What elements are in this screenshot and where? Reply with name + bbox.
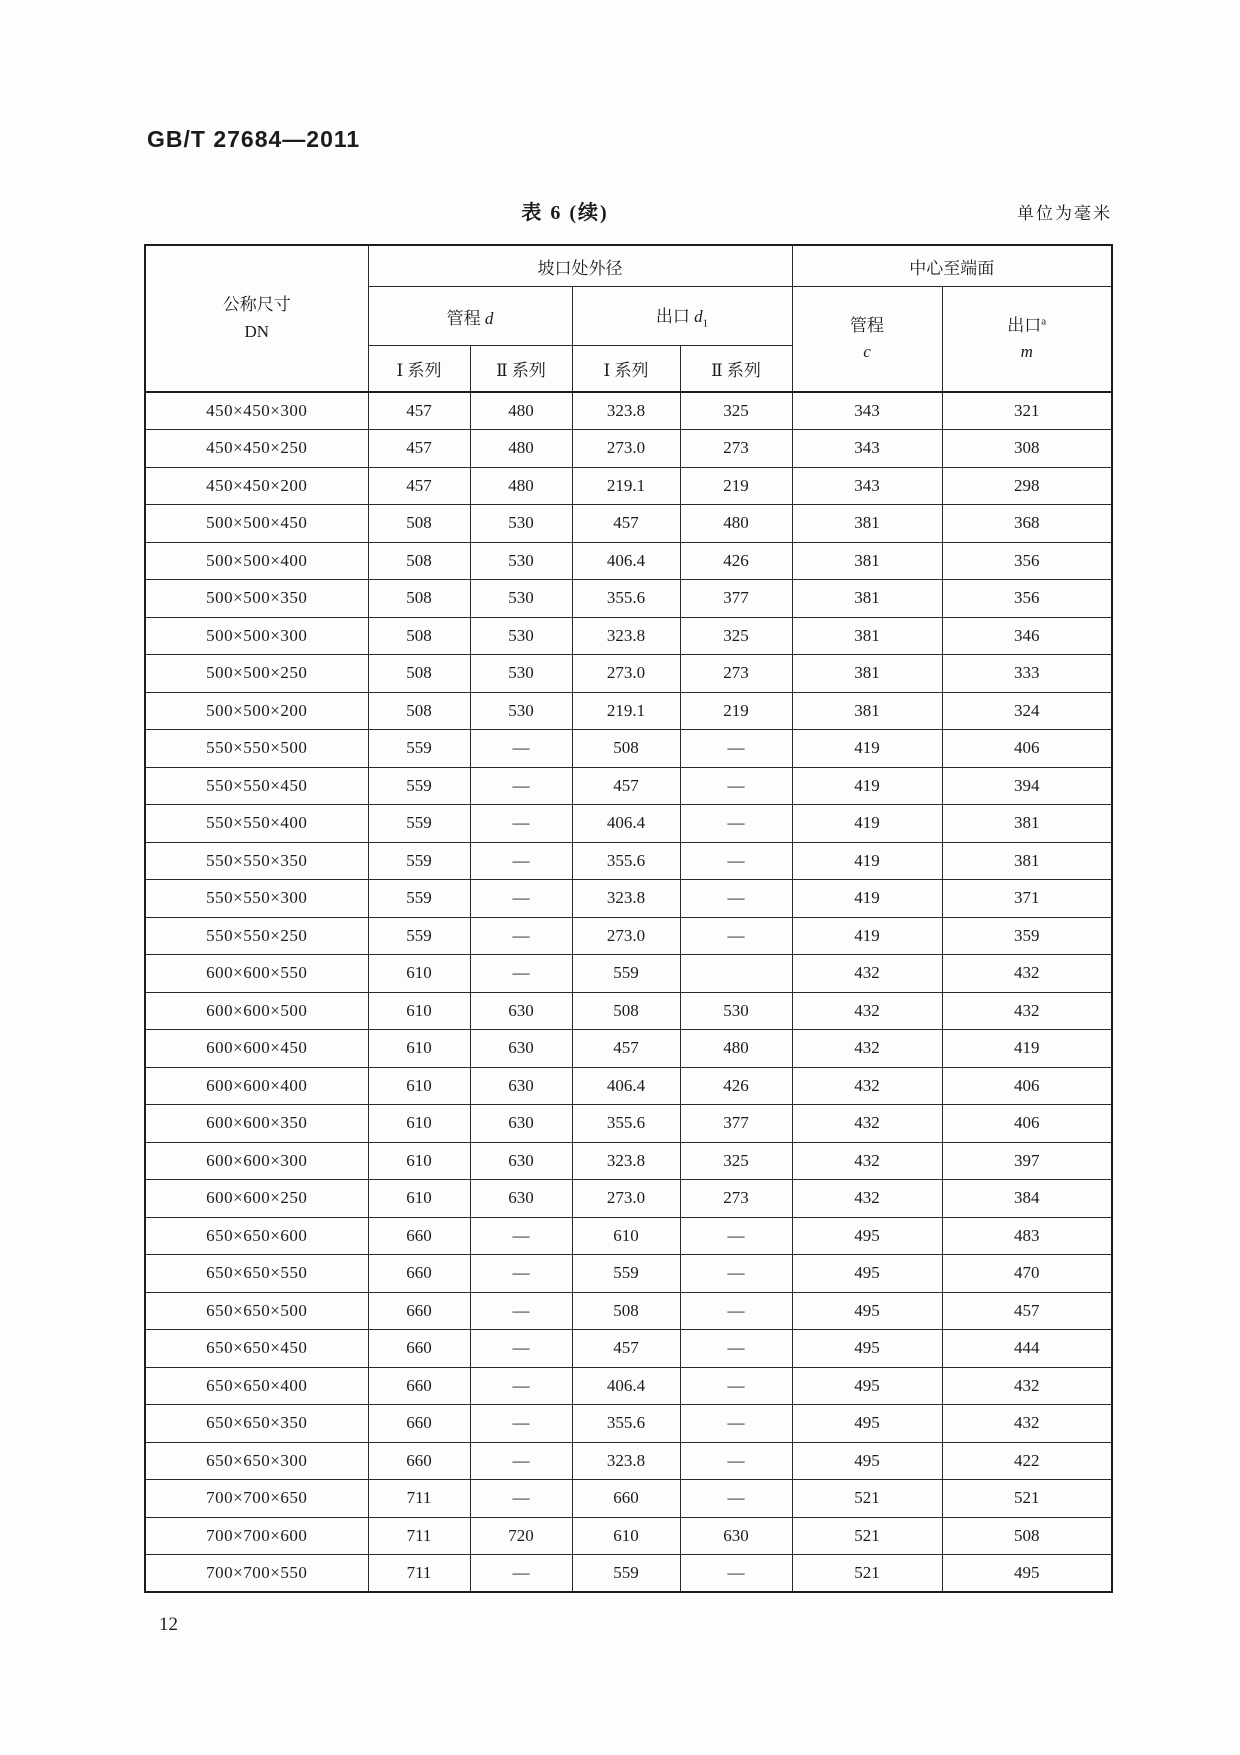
cell-center-outlet-m: 394	[942, 767, 1112, 805]
cell-center-pipe-c: 495	[792, 1292, 942, 1330]
cell-pipe-series2: —	[470, 955, 572, 993]
table-row	[145, 655, 1112, 693]
cell-outlet-series1: 355.6	[572, 1105, 680, 1143]
outlet-label: 出口	[655, 307, 690, 327]
cell-outlet-series1: 355.6	[572, 842, 680, 880]
cell-outlet-series2: 273	[680, 655, 792, 693]
cell-center-outlet-m: 359	[942, 917, 1112, 955]
cell-dn: 650×650×400	[145, 1367, 368, 1405]
header-dn-label: 公称尺寸	[222, 295, 291, 315]
cell-center-outlet-m: 432	[942, 955, 1112, 993]
cell-outlet-series2: —	[680, 1217, 792, 1255]
cell-center-outlet-m: 384	[942, 1180, 1112, 1218]
cell-outlet-series1: 457	[572, 767, 680, 805]
cell-pipe-series2: —	[470, 1292, 572, 1330]
table-row	[145, 955, 1112, 993]
cell-dn: 500×500×300	[145, 617, 368, 655]
cell-outlet-series2: 325	[680, 392, 792, 430]
cell-center-outlet-m: 308	[942, 430, 1112, 468]
cell-outlet-series1: 323.8	[572, 880, 680, 918]
cell-pipe-series1: 559	[368, 805, 470, 843]
header-center-pipe-c	[792, 287, 942, 393]
cell-dn: 600×600×400	[145, 1067, 368, 1105]
table-row	[145, 1030, 1112, 1068]
table-row	[145, 1067, 1112, 1105]
table-row	[145, 1292, 1112, 1330]
cell-pipe-series2: 630	[470, 1030, 572, 1068]
cell-center-pipe-c: 495	[792, 1255, 942, 1293]
cell-outlet-series1: 273.0	[572, 430, 680, 468]
cell-center-outlet-m: 432	[942, 1367, 1112, 1405]
cell-outlet-series2: 480	[680, 1030, 792, 1068]
cell-outlet-series2: 630	[680, 1517, 792, 1555]
cell-pipe-series2: —	[470, 1442, 572, 1480]
cell-pipe-series1: 508	[368, 692, 470, 730]
cell-outlet-series2: —	[680, 1255, 792, 1293]
table-row	[145, 992, 1112, 1030]
cell-pipe-series2: 480	[470, 430, 572, 468]
cell-outlet-series2: 426	[680, 1067, 792, 1105]
cell-outlet-series2: —	[680, 767, 792, 805]
cell-pipe-series1: 457	[368, 430, 470, 468]
cell-pipe-series1: 559	[368, 730, 470, 768]
cell-pipe-series2: —	[470, 767, 572, 805]
cell-center-outlet-m: 381	[942, 842, 1112, 880]
cell-outlet-series1: 457	[572, 1030, 680, 1068]
cell-outlet-series2: 219	[680, 467, 792, 505]
cell-center-pipe-c: 521	[792, 1480, 942, 1518]
cell-pipe-series1: 711	[368, 1517, 470, 1555]
table-row	[145, 730, 1112, 768]
cell-outlet-series2: 480	[680, 505, 792, 543]
cell-dn: 650×650×450	[145, 1330, 368, 1368]
cell-pipe-series2: 630	[470, 1180, 572, 1218]
cell-outlet-series2: —	[680, 1480, 792, 1518]
cell-outlet-series1: 559	[572, 1255, 680, 1293]
cell-pipe-series2: 630	[470, 1105, 572, 1143]
cell-dn: 500×500×350	[145, 580, 368, 618]
center-pipe-symbol: c	[863, 342, 871, 361]
table-row	[145, 1442, 1112, 1480]
cell-center-outlet-m: 508	[942, 1517, 1112, 1555]
cell-center-pipe-c: 381	[792, 617, 942, 655]
document-number: GB/T 27684—2011	[147, 126, 361, 152]
header-dn	[145, 245, 368, 392]
cell-pipe-series1: 660	[368, 1292, 470, 1330]
cell-dn: 550×550×400	[145, 805, 368, 843]
cell-center-pipe-c: 432	[792, 1067, 942, 1105]
cell-dn: 450×450×300	[145, 392, 368, 430]
cell-center-pipe-c: 432	[792, 1180, 942, 1218]
cell-center-pipe-c: 419	[792, 917, 942, 955]
unit-note: 单位为毫米	[1017, 204, 1112, 223]
cell-outlet-series2: 325	[680, 1142, 792, 1180]
cell-dn: 700×700×650	[145, 1480, 368, 1518]
cell-pipe-series1: 610	[368, 1142, 470, 1180]
cell-center-outlet-m: 432	[942, 992, 1112, 1030]
cell-center-outlet-m: 371	[942, 880, 1112, 918]
cell-center-pipe-c: 432	[792, 1105, 942, 1143]
cell-dn: 650×650×600	[145, 1217, 368, 1255]
header-center-outlet-m	[942, 287, 1112, 393]
cell-pipe-series2: —	[470, 917, 572, 955]
cell-center-outlet-m: 483	[942, 1217, 1112, 1255]
page-number: 12	[159, 1614, 178, 1635]
cell-dn: 500×500×400	[145, 542, 368, 580]
cell-pipe-series2: —	[470, 842, 572, 880]
cell-pipe-series1: 660	[368, 1217, 470, 1255]
cell-center-pipe-c: 432	[792, 992, 942, 1030]
cell-outlet-series2: 426	[680, 542, 792, 580]
cell-outlet-series2: 273	[680, 430, 792, 468]
table-row	[145, 1255, 1112, 1293]
table-row	[145, 430, 1112, 468]
table-row	[145, 1480, 1112, 1518]
header-pipe-series1: Ⅰ 系列	[368, 346, 470, 393]
cell-center-outlet-m: 457	[942, 1292, 1112, 1330]
cell-outlet-series2: 273	[680, 1180, 792, 1218]
cell-dn: 500×500×450	[145, 505, 368, 543]
header-outlet-series1: Ⅰ 系列	[572, 346, 680, 393]
cell-outlet-series2: 530	[680, 992, 792, 1030]
cell-center-outlet-m: 298	[942, 467, 1112, 505]
cell-center-pipe-c: 381	[792, 580, 942, 618]
cell-center-pipe-c: 419	[792, 767, 942, 805]
header-group-center-to-face: 中心至端面	[792, 245, 1112, 287]
cell-pipe-series2: 480	[470, 467, 572, 505]
cell-pipe-series1: 508	[368, 542, 470, 580]
cell-outlet-series1: 355.6	[572, 580, 680, 618]
table-row	[145, 1330, 1112, 1368]
header-pipe-run-d	[368, 287, 572, 346]
cell-pipe-series2: 530	[470, 692, 572, 730]
cell-center-outlet-m: 495	[942, 1555, 1112, 1593]
table-row	[145, 617, 1112, 655]
cell-dn: 550×550×350	[145, 842, 368, 880]
cell-center-pipe-c: 343	[792, 430, 942, 468]
cell-pipe-series2: —	[470, 1555, 572, 1593]
cell-outlet-series1: 273.0	[572, 655, 680, 693]
cell-pipe-series1: 559	[368, 767, 470, 805]
cell-dn: 650×650×550	[145, 1255, 368, 1293]
cell-outlet-series2: —	[680, 1555, 792, 1593]
cell-pipe-series1: 508	[368, 655, 470, 693]
table-row	[145, 767, 1112, 805]
cell-pipe-series1: 508	[368, 580, 470, 618]
cell-center-outlet-m: 419	[942, 1030, 1112, 1068]
cell-center-pipe-c: 381	[792, 692, 942, 730]
center-pipe-label: 管程	[850, 315, 884, 335]
table-row	[145, 1217, 1112, 1255]
cell-outlet-series1: 273.0	[572, 917, 680, 955]
cell-outlet-series2: 377	[680, 580, 792, 618]
cell-pipe-series1: 610	[368, 992, 470, 1030]
table-row	[145, 1405, 1112, 1443]
center-outlet-symbol: m	[1020, 342, 1033, 361]
cell-outlet-series2: —	[680, 1442, 792, 1480]
cell-outlet-series1: 323.8	[572, 1442, 680, 1480]
cell-outlet-series1: 323.8	[572, 617, 680, 655]
cell-pipe-series1: 559	[368, 880, 470, 918]
cell-outlet-series1: 273.0	[572, 1180, 680, 1218]
cell-dn: 700×700×550	[145, 1555, 368, 1593]
cell-dn: 450×450×200	[145, 467, 368, 505]
cell-dn: 600×600×250	[145, 1180, 368, 1218]
cell-dn: 550×550×500	[145, 730, 368, 768]
cell-center-outlet-m: 406	[942, 1067, 1112, 1105]
cell-outlet-series1: 457	[572, 1330, 680, 1368]
table-row	[145, 1517, 1112, 1555]
cell-center-outlet-m: 470	[942, 1255, 1112, 1293]
cell-center-outlet-m: 356	[942, 542, 1112, 580]
table-row	[145, 580, 1112, 618]
cell-outlet-series1: 457	[572, 505, 680, 543]
cell-pipe-series2: 530	[470, 505, 572, 543]
cell-outlet-series2: 325	[680, 617, 792, 655]
cell-center-outlet-m: 324	[942, 692, 1112, 730]
cell-outlet-series1: 508	[572, 730, 680, 768]
cell-outlet-series2: —	[680, 730, 792, 768]
cell-center-pipe-c: 419	[792, 842, 942, 880]
cell-pipe-series2: —	[470, 880, 572, 918]
cell-outlet-series1: 406.4	[572, 805, 680, 843]
cell-center-pipe-c: 432	[792, 955, 942, 993]
table-row	[145, 505, 1112, 543]
cell-pipe-series1: 610	[368, 1105, 470, 1143]
cell-outlet-series1: 406.4	[572, 1067, 680, 1105]
outlet-symbol: d	[694, 307, 703, 327]
cell-pipe-series1: 508	[368, 617, 470, 655]
cell-pipe-series1: 457	[368, 467, 470, 505]
cell-pipe-series2: 630	[470, 992, 572, 1030]
dimension-table	[144, 244, 1113, 1593]
table-header	[145, 245, 1112, 392]
cell-dn: 450×450×250	[145, 430, 368, 468]
cell-dn: 650×650×500	[145, 1292, 368, 1330]
cell-pipe-series1: 660	[368, 1367, 470, 1405]
cell-center-outlet-m: 333	[942, 655, 1112, 693]
cell-outlet-series2: —	[680, 842, 792, 880]
header-outlet-series2: Ⅱ 系列	[680, 346, 792, 393]
cell-center-pipe-c: 495	[792, 1367, 942, 1405]
cell-pipe-series2: —	[470, 730, 572, 768]
cell-dn: 700×700×600	[145, 1517, 368, 1555]
cell-pipe-series2: —	[470, 1405, 572, 1443]
center-outlet-footnote-mark: a	[1041, 315, 1047, 327]
pipe-run-label: 管程	[446, 308, 481, 328]
cell-outlet-series1: 406.4	[572, 1367, 680, 1405]
cell-pipe-series2: —	[470, 805, 572, 843]
cell-outlet-series1: 508	[572, 992, 680, 1030]
cell-dn: 650×650×300	[145, 1442, 368, 1480]
pipe-run-symbol: d	[484, 308, 494, 328]
cell-outlet-series2: —	[680, 917, 792, 955]
cell-pipe-series2: 530	[470, 542, 572, 580]
table-row	[145, 392, 1112, 430]
cell-dn: 650×650×350	[145, 1405, 368, 1443]
cell-center-pipe-c: 432	[792, 1142, 942, 1180]
cell-pipe-series2: —	[470, 1330, 572, 1368]
cell-pipe-series2: —	[470, 1217, 572, 1255]
cell-pipe-series2: 530	[470, 580, 572, 618]
cell-pipe-series2: —	[470, 1367, 572, 1405]
cell-pipe-series1: 508	[368, 505, 470, 543]
cell-dn: 600×600×550	[145, 955, 368, 993]
cell-pipe-series1: 660	[368, 1255, 470, 1293]
cell-pipe-series1: 610	[368, 1030, 470, 1068]
cell-dn: 550×550×250	[145, 917, 368, 955]
header-dn-symbol: DN	[244, 321, 270, 341]
cell-center-outlet-m: 346	[942, 617, 1112, 655]
cell-outlet-series2	[680, 955, 792, 993]
cell-pipe-series1: 711	[368, 1480, 470, 1518]
cell-center-pipe-c: 419	[792, 880, 942, 918]
table-row	[145, 842, 1112, 880]
cell-dn: 600×600×450	[145, 1030, 368, 1068]
cell-center-pipe-c: 495	[792, 1330, 942, 1368]
cell-pipe-series2: 530	[470, 655, 572, 693]
table-row	[145, 880, 1112, 918]
cell-outlet-series1: 610	[572, 1217, 680, 1255]
cell-center-pipe-c: 495	[792, 1405, 942, 1443]
cell-outlet-series2: 377	[680, 1105, 792, 1143]
cell-pipe-series1: 711	[368, 1555, 470, 1593]
cell-dn: 600×600×350	[145, 1105, 368, 1143]
table-row	[145, 1105, 1112, 1143]
table-row	[145, 1142, 1112, 1180]
table-row	[145, 1367, 1112, 1405]
cell-center-pipe-c: 521	[792, 1517, 942, 1555]
header-outlet-d1	[572, 287, 792, 346]
cell-center-outlet-m: 406	[942, 1105, 1112, 1143]
cell-pipe-series1: 660	[368, 1442, 470, 1480]
cell-pipe-series2: 630	[470, 1067, 572, 1105]
cell-center-pipe-c: 432	[792, 1030, 942, 1068]
cell-outlet-series1: 219.1	[572, 467, 680, 505]
cell-center-pipe-c: 381	[792, 505, 942, 543]
cell-outlet-series1: 559	[572, 955, 680, 993]
cell-outlet-series1: 406.4	[572, 542, 680, 580]
cell-center-pipe-c: 343	[792, 392, 942, 430]
cell-pipe-series1: 660	[368, 1330, 470, 1368]
cell-center-pipe-c: 495	[792, 1217, 942, 1255]
cell-outlet-series2: —	[680, 1330, 792, 1368]
cell-pipe-series2: —	[470, 1480, 572, 1518]
cell-pipe-series1: 559	[368, 917, 470, 955]
cell-center-outlet-m: 521	[942, 1480, 1112, 1518]
cell-dn: 500×500×200	[145, 692, 368, 730]
table-row	[145, 692, 1112, 730]
cell-pipe-series1: 660	[368, 1405, 470, 1443]
cell-outlet-series1: 660	[572, 1480, 680, 1518]
cell-outlet-series2: —	[680, 1367, 792, 1405]
cell-dn: 500×500×250	[145, 655, 368, 693]
cell-outlet-series1: 219.1	[572, 692, 680, 730]
table-body	[145, 392, 1112, 1592]
table-row	[145, 917, 1112, 955]
table-title: 表 6 (续)	[521, 202, 609, 224]
cell-outlet-series1: 508	[572, 1292, 680, 1330]
header-pipe-series2: Ⅱ 系列	[470, 346, 572, 393]
cell-center-pipe-c: 419	[792, 805, 942, 843]
cell-outlet-series2: —	[680, 805, 792, 843]
cell-center-outlet-m: 444	[942, 1330, 1112, 1368]
cell-pipe-series2: 630	[470, 1142, 572, 1180]
cell-pipe-series1: 610	[368, 1067, 470, 1105]
cell-center-pipe-c: 419	[792, 730, 942, 768]
cell-center-pipe-c: 521	[792, 1555, 942, 1593]
cell-center-outlet-m: 406	[942, 730, 1112, 768]
cell-outlet-series1: 323.8	[572, 1142, 680, 1180]
cell-center-outlet-m: 432	[942, 1405, 1112, 1443]
cell-pipe-series1: 610	[368, 955, 470, 993]
cell-center-outlet-m: 321	[942, 392, 1112, 430]
cell-outlet-series1: 355.6	[572, 1405, 680, 1443]
cell-dn: 550×550×450	[145, 767, 368, 805]
cell-pipe-series2: 480	[470, 392, 572, 430]
cell-center-outlet-m: 422	[942, 1442, 1112, 1480]
outlet-symbol-sub: 1	[702, 317, 709, 330]
cell-dn: 550×550×300	[145, 880, 368, 918]
table-row	[145, 542, 1112, 580]
cell-center-outlet-m: 397	[942, 1142, 1112, 1180]
cell-center-pipe-c: 381	[792, 542, 942, 580]
cell-outlet-series2: 219	[680, 692, 792, 730]
cell-center-pipe-c: 343	[792, 467, 942, 505]
cell-outlet-series1: 323.8	[572, 392, 680, 430]
cell-outlet-series2: —	[680, 880, 792, 918]
cell-pipe-series1: 457	[368, 392, 470, 430]
cell-dn: 600×600×500	[145, 992, 368, 1030]
cell-center-outlet-m: 381	[942, 805, 1112, 843]
cell-center-pipe-c: 381	[792, 655, 942, 693]
cell-pipe-series2: —	[470, 1255, 572, 1293]
cell-center-outlet-m: 356	[942, 580, 1112, 618]
table-row	[145, 1555, 1112, 1593]
cell-pipe-series1: 559	[368, 842, 470, 880]
cell-center-pipe-c: 495	[792, 1442, 942, 1480]
cell-pipe-series1: 610	[368, 1180, 470, 1218]
cell-center-outlet-m: 368	[942, 505, 1112, 543]
cell-dn: 600×600×300	[145, 1142, 368, 1180]
table-row	[145, 805, 1112, 843]
table-row	[145, 467, 1112, 505]
cell-outlet-series2: —	[680, 1292, 792, 1330]
cell-pipe-series2: 530	[470, 617, 572, 655]
center-outlet-label: 出口	[1007, 315, 1042, 335]
cell-outlet-series2: —	[680, 1405, 792, 1443]
header-group-bevel-od: 坡口处外径	[368, 245, 792, 287]
cell-pipe-series2: 720	[470, 1517, 572, 1555]
cell-outlet-series1: 610	[572, 1517, 680, 1555]
table-row	[145, 1180, 1112, 1218]
cell-outlet-series1: 559	[572, 1555, 680, 1593]
